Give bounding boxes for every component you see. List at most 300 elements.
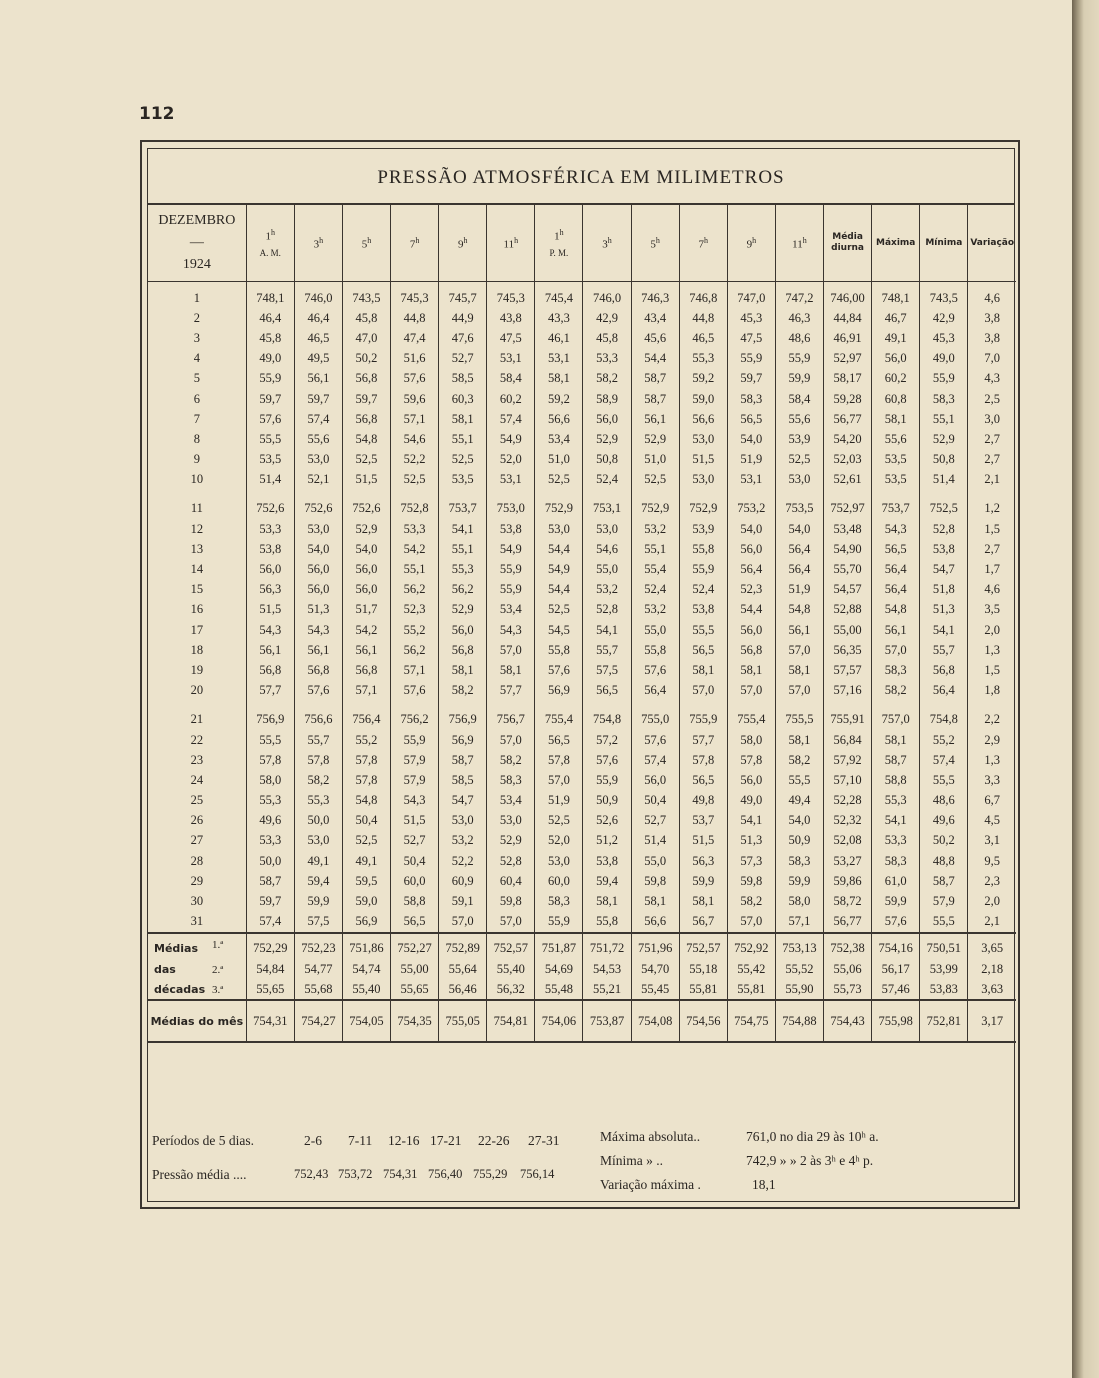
value-cell: 55,5 — [246, 429, 294, 449]
value-cell: 1,3 — [984, 642, 1000, 657]
value-cell: 53,2 — [631, 519, 679, 539]
table-row — [148, 600, 1016, 620]
decade-value-cell: 55,00 — [391, 959, 439, 979]
value-cell: 56,35 — [824, 640, 872, 660]
value-cell: 756,9 — [439, 701, 487, 730]
value-cell: 56,4 — [631, 681, 679, 701]
day-cell: 10 — [148, 470, 246, 490]
value-cell: 57,0 — [775, 681, 823, 701]
value-cell: 56,4 — [920, 681, 968, 701]
value-cell: 45,3 — [920, 328, 968, 348]
value-cell: 3,8 — [984, 310, 1000, 325]
value-cell: 59,0 — [342, 891, 390, 911]
decade-value-cell: 55,52 — [775, 959, 823, 979]
value-cell: 56,1 — [775, 620, 823, 640]
value-cell: 58,7 — [246, 871, 294, 891]
value-cell: 53,2 — [631, 600, 679, 620]
decade-value-cell: 752,92 — [727, 933, 775, 959]
value-cell: 55,7 — [583, 640, 631, 660]
decade-value-cell: 55,65 — [391, 979, 439, 1000]
value-cell: 54,4 — [727, 600, 775, 620]
value-cell: 754,8 — [920, 701, 968, 730]
value-cell: 57,4 — [920, 750, 968, 770]
decade-value-cell: 3,65 — [968, 933, 1016, 959]
table-row — [148, 701, 1016, 730]
value-cell: 45,6 — [631, 328, 679, 348]
value-cell: 756,2 — [391, 701, 439, 730]
value-cell: 57,6 — [391, 369, 439, 389]
value-cell: 56,0 — [294, 559, 342, 579]
value-cell: 53,4 — [487, 791, 535, 811]
value-cell: 54,0 — [342, 539, 390, 559]
value-cell: 53,3 — [246, 831, 294, 851]
value-cell: 3,1 — [984, 833, 1000, 848]
value-cell: 1,5 — [984, 662, 1000, 677]
value-cell: 56,7 — [679, 912, 727, 933]
value-cell: 58,8 — [391, 891, 439, 911]
day-cell: 6 — [148, 389, 246, 409]
value-cell: 55,1 — [631, 539, 679, 559]
value-cell: 58,1 — [872, 730, 920, 750]
value-cell: 56,4 — [872, 559, 920, 579]
decade-value-cell: 55,45 — [631, 979, 679, 1000]
value-cell: 54,0 — [775, 519, 823, 539]
value-cell: 53,4 — [487, 600, 535, 620]
value-cell: 56,5 — [535, 730, 583, 750]
value-cell: 55,9 — [535, 912, 583, 933]
value-cell: 56,77 — [824, 409, 872, 429]
value-cell: 52,9 — [920, 429, 968, 449]
value-cell: 54,7 — [439, 791, 487, 811]
value-cell: 53,1 — [487, 349, 535, 369]
value-cell: 52,88 — [824, 600, 872, 620]
value-cell: 58,3 — [727, 389, 775, 409]
value-cell: 55,1 — [391, 559, 439, 579]
value-cell: 52,08 — [824, 831, 872, 851]
value-cell: 54,3 — [487, 620, 535, 640]
decade-value-cell: 3,63 — [981, 981, 1004, 996]
value-cell: 746,8 — [679, 282, 727, 309]
value-cell: 52,9 — [631, 429, 679, 449]
value-cell: 50,9 — [583, 791, 631, 811]
month-mean-cell: 754,75 — [727, 1000, 775, 1042]
value-cell: 54,9 — [535, 559, 583, 579]
value-cell: 48,6 — [775, 328, 823, 348]
value-cell: 6,7 — [984, 793, 1000, 808]
day-cell: 12 — [148, 519, 246, 539]
table-row — [148, 409, 1016, 429]
hour-label: 11 — [792, 238, 803, 251]
value-cell: 48,6 — [920, 791, 968, 811]
value-cell: 2,7 — [984, 452, 1000, 467]
value-cell: 53,1 — [487, 470, 535, 490]
value-cell: 52,4 — [583, 470, 631, 490]
day-cell: 5 — [148, 369, 246, 389]
value-cell: 60,0 — [535, 871, 583, 891]
table-row — [148, 450, 1016, 470]
day-cell: 4 — [148, 349, 246, 369]
table-row — [148, 490, 1016, 519]
value-cell: 55,3 — [246, 791, 294, 811]
value-cell: 55,5 — [920, 770, 968, 790]
table-row — [148, 851, 1016, 871]
value-cell: 55,3 — [872, 791, 920, 811]
value-cell: 56,2 — [391, 640, 439, 660]
value-cell: 57,0 — [775, 640, 823, 660]
value-cell: 47,5 — [487, 328, 535, 348]
value-cell: 745,3 — [487, 282, 535, 309]
period-item: 7-11 — [348, 1133, 373, 1148]
value-cell: 56,1 — [246, 640, 294, 660]
pressure-item: 755,29 — [473, 1167, 508, 1181]
value-cell: 753,7 — [872, 490, 920, 519]
value-cell: 52,8 — [487, 851, 535, 871]
value-cell: 52,3 — [727, 580, 775, 600]
value-cell: 50,4 — [631, 791, 679, 811]
maxima-header-text: Máxima — [876, 237, 916, 248]
day-cell: 18 — [148, 640, 246, 660]
day-cell: 23 — [148, 750, 246, 770]
value-cell: 58,1 — [535, 369, 583, 389]
value-cell: 755,5 — [775, 701, 823, 730]
value-cell: 53,4 — [535, 429, 583, 449]
value-cell: 56,9 — [439, 730, 487, 750]
value-cell: 57,6 — [872, 912, 920, 933]
day-cell: 2 — [148, 308, 246, 328]
hour-label: 3 — [313, 238, 320, 251]
value-cell: 59,7 — [246, 891, 294, 911]
value-cell: 746,3 — [631, 282, 679, 309]
value-cell: 56,9 — [535, 681, 583, 701]
value-cell: 745,4 — [535, 282, 583, 309]
value-cell: 59,28 — [824, 389, 872, 409]
day-cell: 16 — [148, 600, 246, 620]
value-cell: 51,5 — [391, 811, 439, 831]
value-cell: 43,3 — [535, 308, 583, 328]
value-cell: 56,1 — [631, 409, 679, 429]
value-cell: 52,7 — [439, 349, 487, 369]
hour-label: 1 — [554, 230, 560, 243]
decade-value-cell: 752,57 — [487, 933, 535, 959]
value-cell: 57,6 — [246, 409, 294, 429]
decade-value-cell: 752,29 — [246, 933, 294, 959]
value-cell: 46,5 — [679, 328, 727, 348]
value-cell: 50,0 — [246, 851, 294, 871]
value-cell: 57,0 — [679, 681, 727, 701]
value-cell: 56,5 — [679, 770, 727, 790]
month-mean-cell: 755,05 — [439, 1000, 487, 1042]
table-row — [148, 660, 1016, 680]
minima-header — [920, 205, 968, 282]
value-cell: 55,5 — [679, 620, 727, 640]
value-cell: 55,1 — [439, 429, 487, 449]
decade-label-cell — [148, 979, 246, 1000]
value-cell: 46,4 — [246, 308, 294, 328]
value-cell: 58,1 — [631, 891, 679, 911]
value-cell: 52,5 — [775, 450, 823, 470]
table-frame-inner — [147, 148, 1015, 1202]
day-cell: 15 — [148, 580, 246, 600]
day-cell: 7 — [148, 409, 246, 429]
media-diurna-header — [824, 205, 872, 282]
decade-value-cell: 752,27 — [391, 933, 439, 959]
hour-header — [727, 205, 775, 282]
value-cell: 54,0 — [294, 539, 342, 559]
table-row — [148, 369, 1016, 389]
value-cell: 45,8 — [342, 308, 390, 328]
value-cell: 53,5 — [439, 470, 487, 490]
value-cell: 56,84 — [824, 730, 872, 750]
decade-label-cell — [148, 933, 246, 959]
day-cell: 8 — [148, 429, 246, 449]
value-cell: 52,5 — [391, 470, 439, 490]
value-cell: 56,8 — [342, 409, 390, 429]
value-cell: 55,3 — [294, 791, 342, 811]
value-cell: 55,5 — [246, 730, 294, 750]
value-cell: 53,8 — [679, 600, 727, 620]
value-cell: 46,3 — [775, 308, 823, 328]
value-cell: 755,0 — [631, 701, 679, 730]
value-cell: 755,4 — [535, 701, 583, 730]
value-cell: 1,3 — [984, 752, 1000, 767]
value-cell: 52,9 — [439, 600, 487, 620]
hour-label: 11 — [503, 238, 515, 251]
value-cell: 52,0 — [487, 450, 535, 470]
decade-value-cell: 54,77 — [294, 959, 342, 979]
value-cell: 2,9 — [984, 732, 1000, 747]
hour-suffix: h — [415, 235, 420, 245]
value-cell: 44,84 — [824, 308, 872, 328]
value-cell: 55,2 — [342, 730, 390, 750]
var-max-value: 18,1 — [752, 1177, 776, 1192]
value-cell: 3,3 — [984, 772, 1000, 787]
value-cell: 58,4 — [487, 369, 535, 389]
periods-label: Períodos de 5 dias. — [152, 1133, 254, 1148]
value-cell: 49,1 — [872, 328, 920, 348]
value-cell: 57,6 — [631, 730, 679, 750]
hour-label: 5 — [361, 238, 368, 251]
value-cell: 54,7 — [920, 559, 968, 579]
value-cell: 4,5 — [984, 813, 1000, 828]
month-mean-cell: 754,35 — [391, 1000, 439, 1042]
table-title: PRESSÃO ATMOSFÉRICA EM MILIMETROS — [377, 167, 785, 188]
value-cell: 56,5 — [872, 539, 920, 559]
month-mean-cell: 752,81 — [920, 1000, 968, 1042]
day-cell: 11 — [148, 490, 246, 519]
value-cell: 58,2 — [872, 681, 920, 701]
value-cell: 58,7 — [631, 389, 679, 409]
value-cell: 46,1 — [535, 328, 583, 348]
maxima-header — [872, 205, 920, 282]
value-cell: 57,0 — [487, 640, 535, 660]
value-cell: 53,8 — [246, 539, 294, 559]
day-cell: 28 — [148, 851, 246, 871]
value-cell: 57,6 — [631, 660, 679, 680]
value-cell: 58,3 — [775, 851, 823, 871]
value-cell: 59,9 — [775, 369, 823, 389]
value-cell: 51,5 — [679, 831, 727, 851]
decade-row — [148, 933, 1016, 959]
min-abs-value: 742,9 » » 2 às 3ʰ e 4ʰ p. — [746, 1153, 874, 1168]
value-cell: 51,9 — [535, 791, 583, 811]
decade-value-cell: 752,57 — [679, 933, 727, 959]
value-cell: 58,1 — [439, 409, 487, 429]
value-cell: 52,5 — [535, 470, 583, 490]
day-cell: 9 — [148, 450, 246, 470]
decade-label: Médias — [154, 942, 199, 956]
decade-value-cell: 54,53 — [583, 959, 631, 979]
value-cell: 56,6 — [631, 912, 679, 933]
value-cell: 57,8 — [246, 750, 294, 770]
table-row — [148, 470, 1016, 490]
value-cell: 55,8 — [535, 640, 583, 660]
value-cell: 58,2 — [727, 891, 775, 911]
value-cell: 49,6 — [920, 811, 968, 831]
value-cell: 57,9 — [391, 770, 439, 790]
value-cell: 753,0 — [487, 490, 535, 519]
day-cell: 29 — [148, 871, 246, 891]
hour-header — [294, 205, 342, 282]
value-cell: 43,4 — [631, 308, 679, 328]
value-cell: 52,4 — [679, 580, 727, 600]
decade-value-cell: 55,18 — [679, 959, 727, 979]
value-cell: 50,2 — [342, 349, 390, 369]
value-cell: 47,4 — [391, 328, 439, 348]
value-cell: 58,8 — [872, 770, 920, 790]
value-cell: 57,3 — [727, 851, 775, 871]
value-cell: 50,2 — [920, 831, 968, 851]
value-cell: 55,6 — [775, 409, 823, 429]
month-header — [148, 205, 246, 282]
hour-suffix: h — [514, 235, 519, 245]
pressure-item: 756,14 — [520, 1167, 555, 1181]
value-cell: 55,9 — [679, 559, 727, 579]
value-cell: 755,9 — [679, 701, 727, 730]
value-cell: 58,3 — [872, 851, 920, 871]
value-cell: 54,4 — [535, 580, 583, 600]
day-cell: 22 — [148, 730, 246, 750]
table-row — [148, 791, 1016, 811]
table-row — [148, 539, 1016, 559]
decade-value-cell: 752,23 — [294, 933, 342, 959]
value-cell: 54,9 — [487, 539, 535, 559]
value-cell: 756,9 — [246, 701, 294, 730]
value-cell: 47,0 — [342, 328, 390, 348]
table-row — [148, 282, 1016, 309]
value-cell: 757,0 — [872, 701, 920, 730]
table-row — [148, 891, 1016, 911]
value-cell: 52,97 — [824, 349, 872, 369]
month-means-row — [148, 1000, 1016, 1042]
value-cell: 52,2 — [391, 450, 439, 470]
hour-label: 5 — [650, 238, 656, 251]
max-abs-label: Máxima absoluta.. — [600, 1129, 701, 1144]
table-row — [148, 811, 1016, 831]
month-mean-cell: 754,43 — [824, 1000, 872, 1042]
value-cell: 49,0 — [727, 791, 775, 811]
value-cell: 57,4 — [294, 409, 342, 429]
table-row — [148, 580, 1016, 600]
decade-value-cell: 54,74 — [342, 959, 390, 979]
value-cell: 55,0 — [583, 559, 631, 579]
hour-header — [583, 205, 631, 282]
value-cell: 54,9 — [487, 429, 535, 449]
value-cell: 756,4 — [342, 701, 390, 730]
hour-label: 9 — [746, 238, 753, 251]
value-cell: 57,8 — [679, 750, 727, 770]
value-cell: 52,5 — [535, 600, 583, 620]
hour-header — [775, 205, 823, 282]
period-item: 22-26 — [478, 1133, 510, 1148]
value-cell: 59,1 — [439, 891, 487, 911]
value-cell: 52,7 — [631, 811, 679, 831]
value-cell: 51,5 — [679, 450, 727, 470]
value-cell: 57,0 — [727, 681, 775, 701]
variacao-header — [968, 205, 1016, 282]
value-cell: 50,8 — [583, 450, 631, 470]
hour-suffix: h — [271, 228, 276, 238]
value-cell: 7,0 — [984, 351, 1000, 366]
table-row — [148, 559, 1016, 579]
value-cell: 55,7 — [920, 640, 968, 660]
var-max-label: Variação máxima . — [600, 1177, 701, 1192]
value-cell: 50,4 — [391, 851, 439, 871]
value-cell: 756,6 — [294, 701, 342, 730]
value-cell: 55,7 — [294, 730, 342, 750]
value-cell: 56,1 — [294, 369, 342, 389]
value-cell: 57,1 — [775, 912, 823, 933]
month-dash: — — [189, 235, 204, 250]
value-cell: 44,9 — [439, 308, 487, 328]
day-cell: 31 — [148, 912, 246, 933]
value-cell: 55,5 — [920, 912, 968, 933]
value-cell: 748,1 — [872, 282, 920, 309]
value-cell: 59,2 — [679, 369, 727, 389]
value-cell: 752,6 — [246, 490, 294, 519]
hour-suffix: h — [704, 235, 708, 245]
value-cell: 59,8 — [631, 871, 679, 891]
decade-mark: 1.ª — [212, 938, 224, 951]
value-cell: 58,1 — [727, 660, 775, 680]
table-row — [148, 620, 1016, 640]
value-cell: 50,4 — [342, 811, 390, 831]
value-cell: 54,1 — [920, 620, 968, 640]
decade-mark: 3.ª — [212, 984, 224, 997]
value-cell: 55,9 — [583, 770, 631, 790]
decade-label-cell — [148, 959, 246, 979]
value-cell: 746,00 — [824, 282, 872, 309]
value-cell: 52,32 — [824, 811, 872, 831]
period-item: 17-21 — [430, 1133, 462, 1148]
value-cell: 59,7 — [294, 389, 342, 409]
value-cell: 54,8 — [775, 600, 823, 620]
decade-value-cell: 750,51 — [920, 933, 968, 959]
day-cell: 24 — [148, 770, 246, 790]
value-cell: 57,1 — [342, 681, 390, 701]
hour-period: A. M. — [259, 247, 281, 258]
value-cell: 55,1 — [920, 409, 968, 429]
value-cell: 56,0 — [342, 559, 390, 579]
value-cell: 52,28 — [824, 791, 872, 811]
value-cell: 57,9 — [920, 891, 968, 911]
value-cell: 59,7 — [342, 389, 390, 409]
value-cell: 56,1 — [342, 640, 390, 660]
value-cell: 58,3 — [487, 770, 535, 790]
value-cell: 2,0 — [984, 894, 1000, 909]
value-cell: 57,8 — [535, 750, 583, 770]
value-cell: 58,5 — [439, 770, 487, 790]
value-cell: 54,1 — [727, 811, 775, 831]
